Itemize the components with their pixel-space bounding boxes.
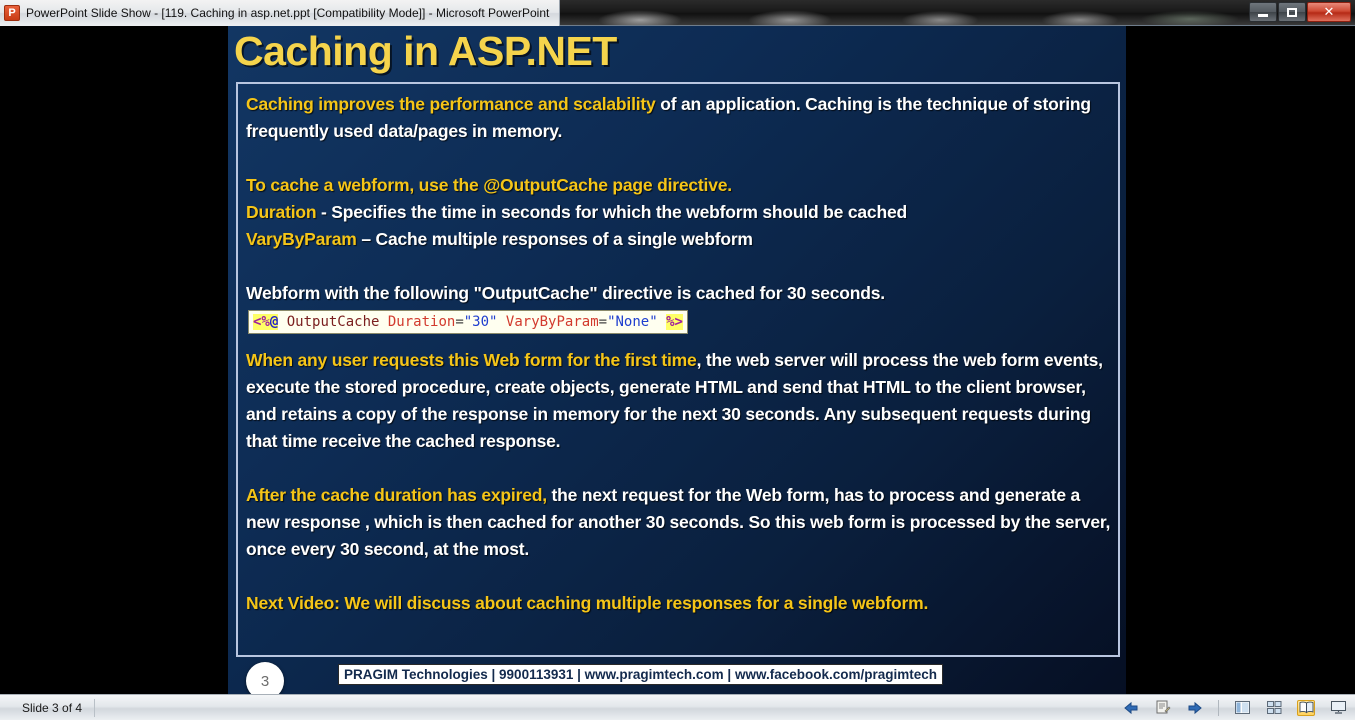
- paragraph-expired: [246, 482, 1112, 563]
- window-title-text: PowerPoint Slide Show - [119. Caching in asp.net.ppt [Compatibility Mode]] - Microsoft PowerPoint: [26, 5, 550, 20]
- code-attribute-duration: Duration: [387, 314, 456, 330]
- paragraph-intro-rest: of an application. Caching is the technique of storing frequently used data/pages in memory.: [246, 94, 1091, 141]
- close-button[interactable]: [1307, 2, 1351, 22]
- view-slide-sorter-button[interactable]: [1265, 700, 1283, 716]
- next-slide-button[interactable]: [1186, 699, 1204, 717]
- paragraph-varybyparam-highlight: VaryByParam: [246, 229, 357, 249]
- restore-button[interactable]: [1278, 2, 1306, 22]
- code-attribute-varybyparam: VaryByParam: [505, 314, 599, 330]
- slide-number-badge: 3: [246, 662, 284, 700]
- restore-icon: [1287, 8, 1297, 17]
- code-value-varybyparam: "None": [607, 314, 658, 330]
- paragraph-varybyparam-rest: – Cache multiple responses of a single webform: [356, 229, 753, 249]
- paragraph-intro-highlight: Caching improves the performance and scalability: [246, 94, 656, 114]
- minimize-button[interactable]: [1249, 2, 1277, 22]
- paragraph-first-request: [246, 347, 1112, 455]
- arrow-left-icon: [1123, 701, 1139, 715]
- code-space-1: [497, 314, 505, 330]
- slide-content-box: [236, 82, 1120, 657]
- paragraph-duration-rest: - Specifies the time in seconds for which the webform should be cached: [316, 202, 907, 222]
- code-equals-1: =: [455, 314, 464, 330]
- paragraph-next-video-highlight: Next Video: We will discuss about caching multiple responses for a single webform.: [246, 593, 929, 613]
- window-controls: [1249, 2, 1351, 22]
- pen-page-icon: [1155, 700, 1171, 715]
- paragraph-example-lead-text: Webform with the following "OutputCache" directive is cached for 30 seconds.: [246, 283, 885, 303]
- spacer-4: [246, 455, 1112, 482]
- code-value-duration: "30": [463, 314, 498, 330]
- paragraph-duration-highlight: Duration: [246, 202, 317, 222]
- pointer-options-button[interactable]: [1154, 699, 1172, 717]
- slide-show-stage[interactable]: [0, 26, 1355, 694]
- code-close-delimiter: %>: [666, 314, 683, 330]
- previous-slide-button[interactable]: [1122, 699, 1140, 717]
- spacer-3: [246, 334, 1112, 347]
- view-normal-button[interactable]: [1233, 700, 1251, 716]
- code-space-2: [658, 314, 666, 330]
- paragraph-example-lead: [246, 280, 1112, 307]
- slide-sorter-icon: [1267, 701, 1282, 714]
- view-reading-button[interactable]: [1297, 700, 1315, 716]
- view-slide-show-button[interactable]: [1329, 700, 1347, 716]
- close-icon: ✕: [1323, 4, 1335, 20]
- code-at-symbol: @: [269, 314, 279, 330]
- normal-view-icon: [1235, 701, 1250, 714]
- paragraph-first-request-highlight: When any user requests this Web form for the first time: [246, 350, 697, 370]
- window-title-bar: [0, 0, 1355, 26]
- reading-view-icon: [1299, 701, 1314, 714]
- slide-status-text: Slide 3 of 4: [0, 699, 95, 717]
- paragraph-directive-highlight: To cache a webform, use the @OutputCache page directive.: [246, 175, 732, 195]
- minimize-icon: [1258, 14, 1268, 17]
- status-bar: [0, 694, 1355, 720]
- code-open-delimiter: <%: [253, 314, 270, 330]
- paragraph-first-request-rest: , the web server will process the web form events, execute the stored procedure, create objects, generate HTML and send that HTML to the client browser, and retains a copy of the response in memory for the next 30 seconds. Any subsequent requests during that time receive the cached response.: [246, 350, 1103, 451]
- slide-show-icon: [1331, 701, 1346, 714]
- paragraph-duration: [246, 199, 1112, 226]
- paragraph-intro: [246, 91, 1112, 145]
- status-separator: [1218, 700, 1219, 716]
- spacer-5: [246, 563, 1112, 590]
- paragraph-expired-highlight: After the cache duration has expired,: [246, 485, 547, 505]
- spacer-1: [246, 145, 1112, 172]
- code-equals-2: =: [598, 314, 608, 330]
- status-bar-controls: [1122, 699, 1347, 717]
- code-snippet-outputcache: [248, 310, 688, 334]
- title-bar-label-group: [0, 0, 560, 26]
- paragraph-next-video: [246, 590, 1112, 617]
- code-directive-name: OutputCache: [278, 314, 388, 330]
- paragraph-expired-rest: the next request for the Web form, has to process and generate a new response , which is then cached for another 30 seconds. So this web form is processed by the server, once every 30 second, at the most.: [246, 485, 1111, 559]
- paragraph-directive: [246, 172, 1112, 199]
- footer-credit: PRAGIM Technologies | 9900113931 | www.pragimtech.com | www.facebook.com/pragimtech: [338, 664, 943, 685]
- powerpoint-icon: P: [4, 5, 20, 21]
- arrow-right-icon: [1187, 701, 1203, 715]
- slide-title: Caching in ASP.NET: [234, 28, 617, 74]
- slide-canvas[interactable]: [228, 26, 1126, 694]
- paragraph-varybyparam: [246, 226, 1112, 253]
- spacer-2: [246, 253, 1112, 280]
